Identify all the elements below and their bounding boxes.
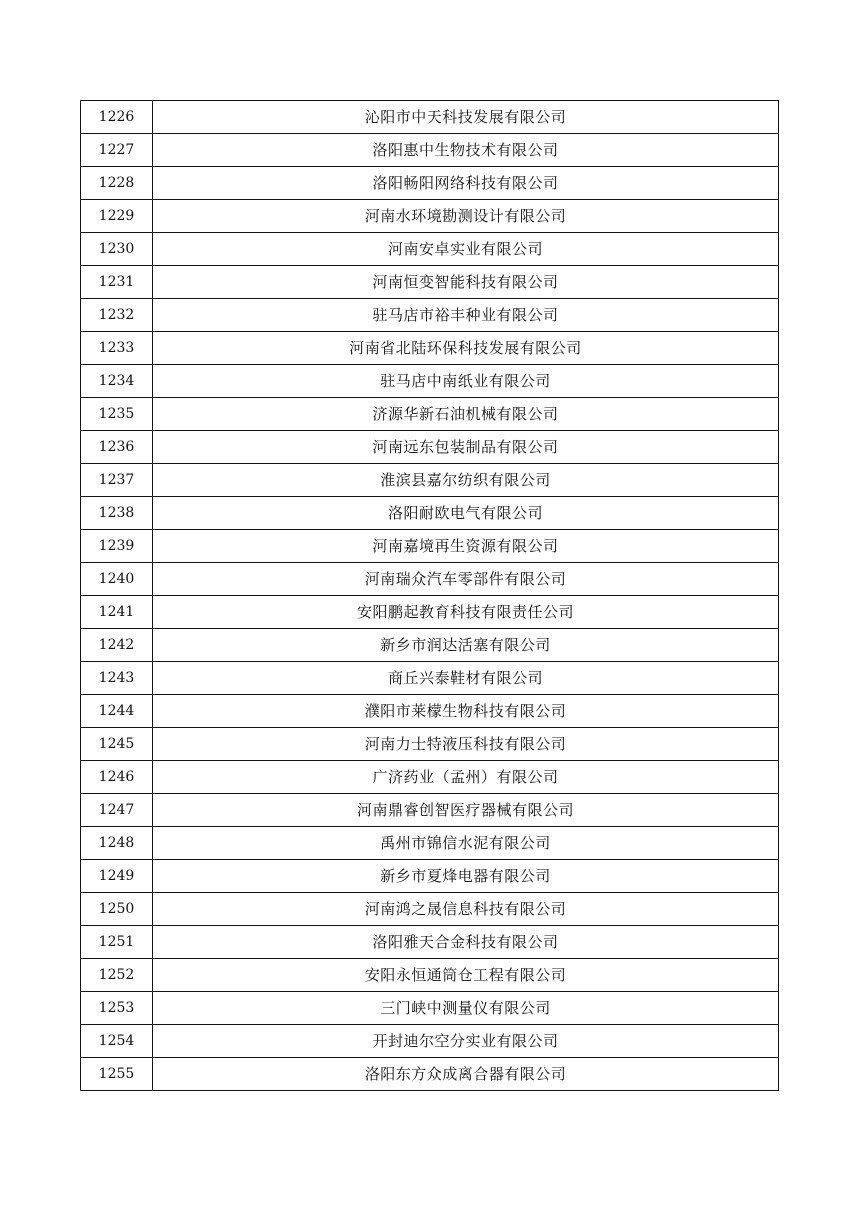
table-row (81, 365, 779, 398)
company-name: 河南鼎睿创智医疗器械有限公司 (153, 794, 779, 827)
company-name: 洛阳畅阳网络科技有限公司 (153, 167, 779, 200)
company-name: 洛阳耐欧电气有限公司 (153, 497, 779, 530)
company-name: 洛阳雅天合金科技有限公司 (153, 926, 779, 959)
company-list-table (80, 100, 779, 1091)
table-row (81, 629, 779, 662)
company-name: 淮滨县嘉尔纺织有限公司 (153, 464, 779, 497)
table-row (81, 233, 779, 266)
table-row (81, 464, 779, 497)
company-name: 河南水环境勘测设计有限公司 (153, 200, 779, 233)
row-number: 1226 (81, 101, 153, 134)
company-name: 河南鸿之晟信息科技有限公司 (153, 893, 779, 926)
row-number: 1241 (81, 596, 153, 629)
company-name: 河南恒变智能科技有限公司 (153, 266, 779, 299)
row-number: 1255 (81, 1058, 153, 1091)
row-number: 1236 (81, 431, 153, 464)
row-number: 1235 (81, 398, 153, 431)
company-name: 新乡市润达活塞有限公司 (153, 629, 779, 662)
table-row (81, 959, 779, 992)
table-row (81, 728, 779, 761)
company-name: 济源华新石油机械有限公司 (153, 398, 779, 431)
row-number: 1228 (81, 167, 153, 200)
table-row (81, 662, 779, 695)
company-name: 安阳鹏起教育科技有限责任公司 (153, 596, 779, 629)
row-number: 1244 (81, 695, 153, 728)
row-number: 1246 (81, 761, 153, 794)
table-row (81, 563, 779, 596)
table-row (81, 200, 779, 233)
row-number: 1239 (81, 530, 153, 563)
row-number: 1248 (81, 827, 153, 860)
row-number: 1240 (81, 563, 153, 596)
company-name: 河南嘉境再生资源有限公司 (153, 530, 779, 563)
company-name: 安阳永恒通筒仓工程有限公司 (153, 959, 779, 992)
row-number: 1250 (81, 893, 153, 926)
company-name: 三门峡中测量仪有限公司 (153, 992, 779, 1025)
table-row (81, 893, 779, 926)
table-row (81, 794, 779, 827)
table-row (81, 761, 779, 794)
row-number: 1251 (81, 926, 153, 959)
table-row (81, 167, 779, 200)
table-row (81, 860, 779, 893)
company-name: 河南力士特液压科技有限公司 (153, 728, 779, 761)
company-name: 河南瑞众汽车零部件有限公司 (153, 563, 779, 596)
row-number: 1234 (81, 365, 153, 398)
table-row (81, 398, 779, 431)
company-name: 河南远东包装制品有限公司 (153, 431, 779, 464)
company-name: 河南省北陆环保科技发展有限公司 (153, 332, 779, 365)
table-row (81, 695, 779, 728)
row-number: 1230 (81, 233, 153, 266)
company-name: 濮阳市莱檬生物科技有限公司 (153, 695, 779, 728)
table-row (81, 926, 779, 959)
table-row (81, 596, 779, 629)
row-number: 1227 (81, 134, 153, 167)
row-number: 1232 (81, 299, 153, 332)
row-number: 1231 (81, 266, 153, 299)
row-number: 1233 (81, 332, 153, 365)
table-row (81, 332, 779, 365)
table-row (81, 431, 779, 464)
row-number: 1243 (81, 662, 153, 695)
row-number: 1229 (81, 200, 153, 233)
row-number: 1238 (81, 497, 153, 530)
row-number: 1254 (81, 1025, 153, 1058)
table-row (81, 1025, 779, 1058)
table-row (81, 266, 779, 299)
row-number: 1252 (81, 959, 153, 992)
company-name: 禹州市锦信水泥有限公司 (153, 827, 779, 860)
company-name: 洛阳惠中生物技术有限公司 (153, 134, 779, 167)
table-row (81, 134, 779, 167)
row-number: 1245 (81, 728, 153, 761)
row-number: 1237 (81, 464, 153, 497)
row-number: 1242 (81, 629, 153, 662)
table-row (81, 497, 779, 530)
table-row (81, 992, 779, 1025)
table-row (81, 101, 779, 134)
row-number: 1249 (81, 860, 153, 893)
row-number: 1247 (81, 794, 153, 827)
row-number: 1253 (81, 992, 153, 1025)
table-row (81, 299, 779, 332)
company-name: 商丘兴泰鞋材有限公司 (153, 662, 779, 695)
company-name: 洛阳东方众成离合器有限公司 (153, 1058, 779, 1091)
table-row (81, 827, 779, 860)
company-name: 河南安卓实业有限公司 (153, 233, 779, 266)
company-name: 驻马店中南纸业有限公司 (153, 365, 779, 398)
table-row (81, 530, 779, 563)
company-name: 开封迪尔空分实业有限公司 (153, 1025, 779, 1058)
company-name: 新乡市夏烽电器有限公司 (153, 860, 779, 893)
company-name: 驻马店市裕丰种业有限公司 (153, 299, 779, 332)
table-row (81, 1058, 779, 1091)
company-name: 广济药业（孟州）有限公司 (153, 761, 779, 794)
company-name: 沁阳市中天科技发展有限公司 (153, 101, 779, 134)
